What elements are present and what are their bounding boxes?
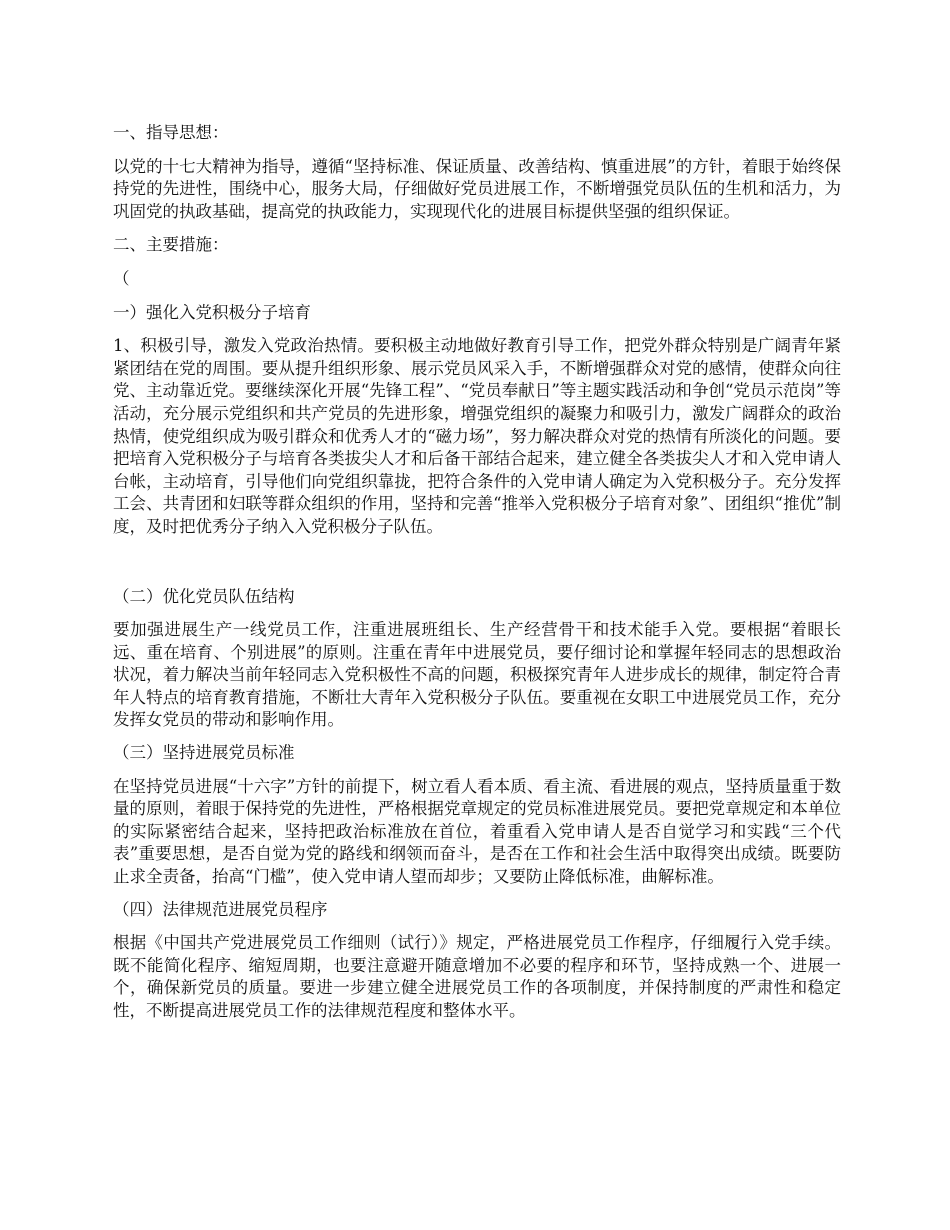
section-body-4: 根据《中国共产党进展党员工作细则（试行）》规定，严格进展党员工作程序，仔细履行入党手续。既不能简化程序、缩短周期，也要注意避开随意增加不必要的程序和环节，坚持成熟一个、进展一个，确保新党员的质量。要进一步建立健全进展党员工作的各项制度，并保持制度的严肃性和稳定性，不断提高进展党员工作的法律规范程度和整体水平。 bbox=[113, 933, 841, 1020]
document-page bbox=[113, 122, 841, 1023]
section-title-4: （四）法律规范进展党员程序 bbox=[113, 899, 328, 919]
section-title-1: 一）强化入党积极分子培育 bbox=[113, 302, 311, 322]
paren-open: （ bbox=[113, 268, 130, 288]
heading-guiding-ideology: 一、指导思想： bbox=[113, 123, 229, 142]
heading-main-measures: 二、主要措施： bbox=[113, 235, 229, 255]
paragraph-guiding-ideology: 以党的十七大精神为指导，遵循“坚持标准、保证质量、改善结构、慎重进展”的方针，着眼于始终保持党的先进性，围绕中心，服务大局，仔细做好党员进展工作，不断增强党员队伍的生机和活力，为巩固党的执政基础，提高党的执政能力，实现现代化的进展目标提供坚强的组织保证。 bbox=[113, 156, 841, 221]
section-body-2: 要加强进展生产一线党员工作，注重进展班组长、生产经营骨干和技术能手入党。要根据“着眼长远、重在培育、个别进展”的原则。注重在青年中进展党员，要仔细讨论和掌握年轻同志的思想政治状况，着力解决当前年轻同志入党积极性不高的问题，积极探究青年人进步成长的规律，制定符合青年人特点的培育教育措施，不断壮大青年入党积极分子队伍。要重视在女职工中进展党员工作，充分发挥女党员的带动和影响作用。 bbox=[113, 620, 841, 730]
section-title-2: （二）优化党员队伍结构 bbox=[113, 586, 295, 606]
section-body-1: 1、积极引导，激发入党政治热情。要积极主动地做好教育引导工作，把党外群众特别是广阔青年紧紧团结在党的周围。要从提升组织形象、展示党员风采入手，不断增强群众对党的感情，使群众向往党、主动靠近党。要继续深化开展“先锋工程”、“党员奉献日”等主题实践活动和争创“党员示范岗”等活动，充分展示党组织和共产党员的先进形象，增强党组织的凝聚力和吸引力，激发广阔群众的政治热情，使党组织成为吸引群众和优秀人才的“磁力场”，努力解决群众对党的热情有所淡化的问题。要把培育入党积极分子与培育各类拔尖人才和后备干部结合起来，建立健全各类拔尖人才和入党申请人台帐，主动培育，引导他们向党组织靠拢，把符合条件的入党申请人确定为入党积极分子。充分发挥工会、共青团和妇联等群众组织的作用，坚持和完善“推举入党积极分子培育对象”、团组织“推优”制度，及时把优秀分子纳入入党积极分子队伍。 bbox=[113, 336, 841, 536]
section-title-3: （三）坚持进展党员标准 bbox=[113, 743, 295, 763]
section-body-3: 在坚持党员进展“十六字”方针的前提下，树立看人看本质、看主流、看进展的观点，坚持质量重于数量的原则，着眼于保持党的先进性，严格根据党章规定的党员标准进展党员。要把党章规定和本单位的实际紧密结合起来，坚持把政治标准放在首位，着重看入党申请人是否自觉学习和实践“三个代表”重要思想，是否自觉为党的路线和纲领而奋斗，是否在工作和社会生活中取得突出成绩。既要防止求全责备，抬高“门槛”，使入党申请人望而却步；又要防止降低标准，曲解标准。 bbox=[113, 776, 841, 887]
